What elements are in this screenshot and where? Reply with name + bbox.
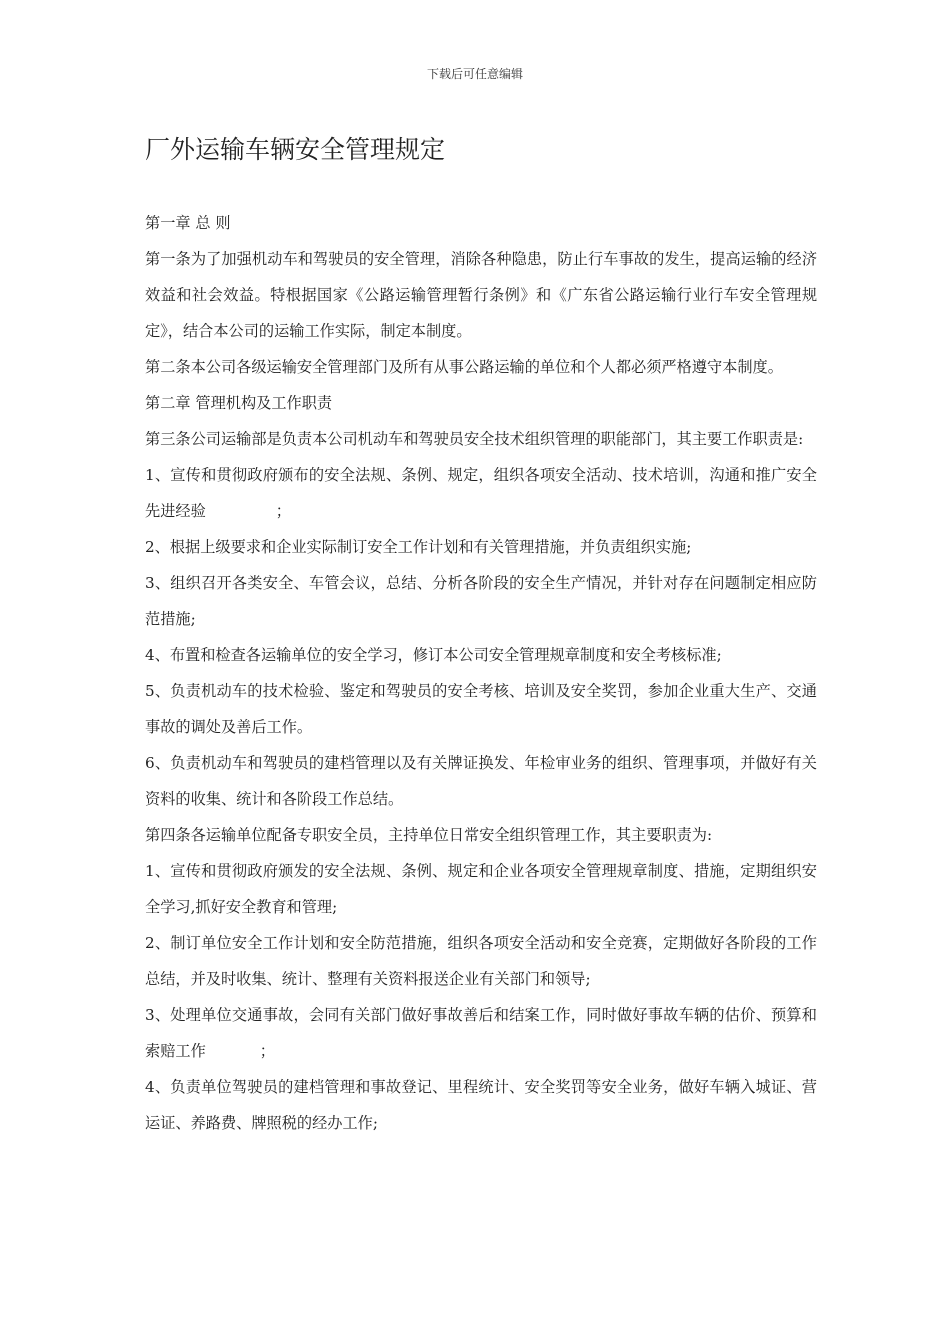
list-item-officer-duty-4: 4、负责单位驾驶员的建档管理和事故登记、里程统计、安全奖罚等安全业务，做好车辆入城证、营运证、养路费、牌照税的经办工作; bbox=[145, 1078, 817, 1132]
list-item-duty-6: 6、负责机动车和驾驶员的建档管理以及有关牌证换发、年检审业务的组织、管理事项，并做好有关资料的收集、统计和各阶段工作总结。 bbox=[145, 754, 817, 808]
trailing-mark: ； bbox=[275, 502, 291, 520]
header-note: 下载后可任意编辑 bbox=[426, 67, 523, 81]
list-item-duty-4: 4、布置和检查各运输单位的安全学习，修订本公司安全管理规章制度和安全考核标准; bbox=[145, 646, 722, 664]
chapter-heading-2: 第二章 管理机构及工作职责 bbox=[145, 394, 333, 412]
trailing-mark: ； bbox=[259, 1042, 275, 1060]
document-title: 厂外运输车辆安全管理规定 bbox=[145, 135, 446, 164]
list-item-text: 1、宣传和贯彻政府颁布的安全法规、条例、规定，组织各项安全活动、技术培训，沟通和推广安全先进经验 bbox=[145, 466, 817, 520]
paragraph-article-3: 第三条公司运输部是负责本公司机动车和驾驶员安全技术组织管理的职能部门，其主要工作职责是: bbox=[145, 430, 804, 448]
list-item-duty-1 bbox=[145, 457, 817, 529]
paragraph-article-1: 第一条为了加强机动车和驾驶员的安全管理，消除各种隐患，防止行车事故的发生，提高运输的经济效益和社会效益。特根据国家《公路运输管理暂行条例》和《广东省公路运输行业行车安全管理规定》，结合本公司的运输工作实际，制定本制度。 bbox=[145, 250, 817, 340]
chapter-heading-1: 第一章 总 则 bbox=[145, 214, 231, 232]
list-item-officer-duty-1: 1、宣传和贯彻政府颁发的安全法规、条例、规定和企业各项安全管理规章制度、措施，定期组织安全学习,抓好安全教育和管理; bbox=[145, 862, 817, 916]
list-item-duty-5: 5、负责机动车的技术检验、鉴定和驾驶员的安全考核、培训及安全奖罚，参加企业重大生产、交通事故的调处及善后工作。 bbox=[145, 682, 817, 736]
paragraph-article-4: 第四条各运输单位配备专职安全员，主持单位日常安全组织管理工作，其主要职责为: bbox=[145, 826, 713, 844]
paragraph-article-2: 第二条本公司各级运输安全管理部门及所有从事公路运输的单位和个人都必须严格遵守本制度。 bbox=[145, 358, 783, 376]
document-body bbox=[145, 205, 817, 1141]
list-item-text: 3、处理单位交通事故，会同有关部门做好事故善后和结案工作，同时做好事故车辆的估价、预算和索赔工作 bbox=[145, 1006, 817, 1060]
list-item-officer-duty-2: 2、制订单位安全工作计划和安全防范措施，组织各项安全活动和安全竞赛，定期做好各阶段的工作总结，并及时收集、统计、整理有关资料报送企业有关部门和领导; bbox=[145, 934, 817, 988]
list-item-duty-2: 2、根据上级要求和企业实际制订安全工作计划和有关管理措施，并负责组织实施; bbox=[145, 538, 692, 556]
list-item-duty-3: 3、组织召开各类安全、车管会议，总结、分析各阶段的安全生产情况，并针对存在问题制定相应防范措施; bbox=[145, 574, 817, 628]
list-item-officer-duty-3 bbox=[145, 997, 817, 1069]
